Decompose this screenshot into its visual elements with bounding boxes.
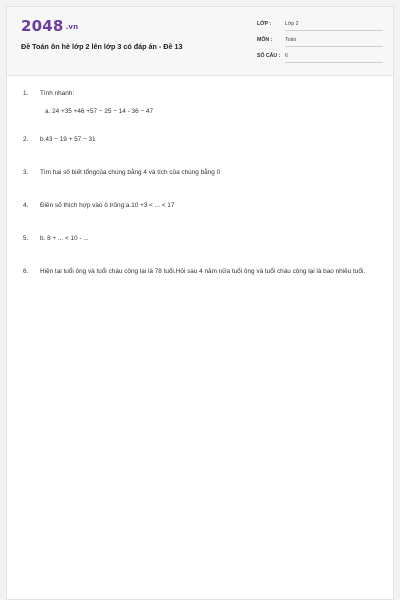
question-text: Tính nhanh:	[40, 90, 75, 97]
meta-info	[257, 19, 387, 67]
meta-value: Lớp 2	[285, 21, 383, 31]
worksheet	[6, 6, 394, 600]
question-number: 6.	[23, 268, 29, 275]
question-number: 1.	[23, 90, 29, 97]
meta-value: Toán	[285, 37, 383, 47]
meta-row-subject	[257, 35, 387, 51]
meta-label: MÔN :	[257, 37, 273, 43]
meta-label: SỐ CÂU :	[257, 53, 281, 59]
question-text: Điền số thích hợp vào ô trống:a.10 +3 < ... < 17	[40, 202, 175, 209]
question-number: 2.	[23, 136, 29, 143]
question-number: 4.	[23, 202, 29, 209]
question-text: Hiện tại tuổi ông và tuổi cháu cộng lại là 78 tuổi.Hỏi sau 4 năm nữa tuổi ông và tuổi cháu cộng lại là bao nhiêu tuổi.	[40, 268, 366, 275]
meta-row-count	[257, 51, 387, 67]
logo-text: 2048	[21, 17, 64, 35]
question-text: Tìm hai số biết tổngcủa chúng bằng 4 và tích của chúng bằng 0	[40, 169, 221, 176]
meta-value: 6	[285, 53, 383, 63]
meta-row-class	[257, 19, 387, 35]
meta-label: LỚP :	[257, 21, 272, 27]
question-text: b.43 − 19 + 57 − 31	[40, 136, 96, 143]
question-text: b. 8 + ... < 10 - ...	[40, 235, 89, 242]
question-number: 5.	[23, 235, 29, 242]
logo-suffix: .vn	[65, 23, 79, 31]
site-logo[interactable]	[21, 17, 78, 35]
document-title: Đề Toán ôn hè lớp 2 lên lớp 3 có đáp án - Đề 13	[21, 42, 183, 51]
worksheet-header	[7, 7, 393, 76]
question-number: 3.	[23, 169, 29, 176]
question-subpart: a. 24 +35 +46 +57 − 25 − 14 - 36 − 47	[45, 108, 154, 115]
